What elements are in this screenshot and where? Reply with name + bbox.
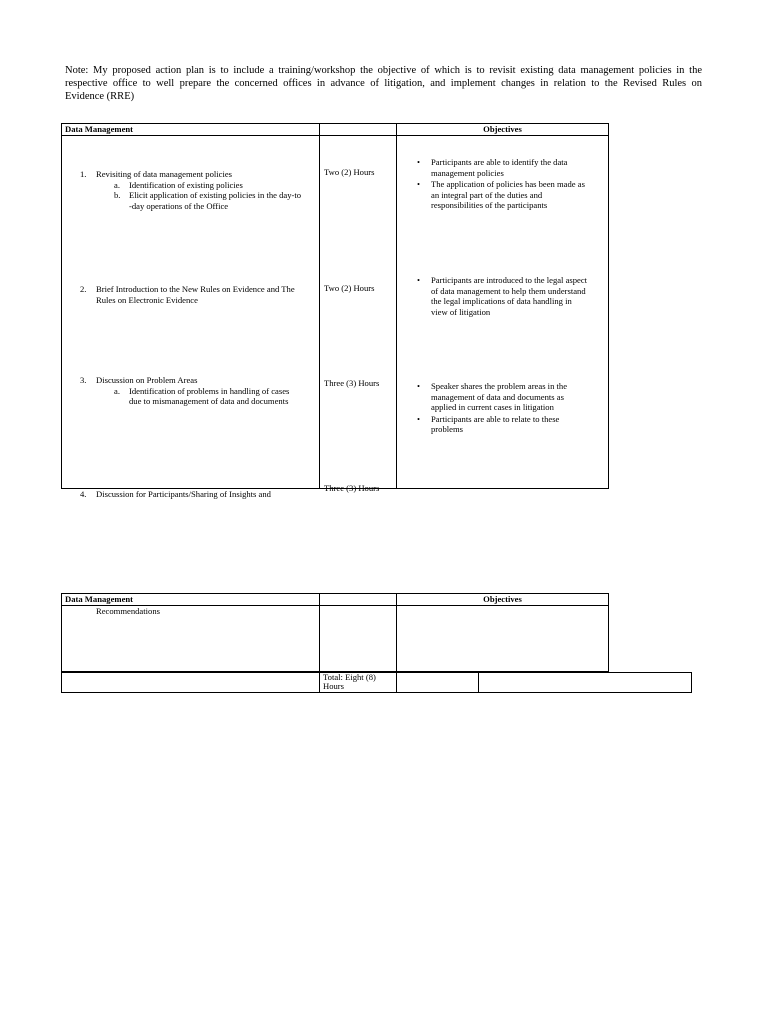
topic-item-4: 4. Discussion for Participants/Sharing of Insights and [80, 489, 271, 499]
total-row [62, 673, 692, 693]
topic-title: Discussion on Problem Areas [96, 375, 198, 385]
subtopic-cont: due to mismanagement of data and documents [129, 396, 289, 406]
topics-cell [62, 136, 320, 499]
topic-title: Brief Introduction to the New Rules on Evidence and The [96, 284, 295, 294]
duration-4: Three (3) Hours [324, 483, 380, 493]
duration-2: Two (2) Hours [324, 283, 375, 293]
total-empty-cell [479, 673, 692, 693]
note-line: Note: My proposed action plan is to include a training/workshop the objective of which is to revisit existing data management policies in the [65, 65, 702, 76]
subtopic: Identification of problems in handling of cases [129, 385, 290, 396]
header-duration [320, 594, 397, 606]
recommendations-cell: Recommendations [62, 606, 320, 672]
subtopic-cont: -day operations of the Office [129, 200, 229, 211]
continuation-table [61, 593, 609, 672]
objectives-cell [397, 136, 609, 489]
subtopic: Elicit application of existing policies in the day-to [129, 190, 302, 200]
header-objectives: Objectives [397, 594, 609, 606]
total-cell: Total: Eight (8) Hours [320, 673, 397, 693]
total-table [61, 672, 692, 693]
header-objectives: Objectives [397, 124, 609, 136]
objectives-cell [397, 606, 609, 672]
table-header-row [62, 594, 609, 606]
header-duration [320, 124, 397, 136]
table-body-row [62, 136, 609, 489]
note-line: Evidence (RRE) [65, 91, 135, 102]
note-paragraph [65, 64, 702, 103]
duration-1: Two (2) Hours [324, 167, 375, 177]
topic-title-cont: Rules on Electronic Evidence [96, 294, 198, 305]
objectives-group-1: • Participants are able to identify the data management policies • The application of policies has been made as an integral part of the duties and responsibilities of the participants [417, 157, 585, 210]
topic-title: Discussion for Participants/Sharing of Insights and [96, 489, 271, 499]
topic-item-3: 3. Discussion on Problem Areas a. Identification of problems in handling of cases due to mismanagement of data and documents [80, 375, 290, 406]
header-data-management: Data Management [62, 124, 320, 136]
duration-cell [320, 136, 397, 493]
topic-item-2: 2. Brief Introduction to the New Rules on Evidence and The Rules on Electronic Evidence [80, 284, 295, 305]
duration-3: Three (3) Hours [324, 378, 380, 388]
subtopic: Identification of existing policies [129, 179, 243, 190]
table-body-row [62, 606, 609, 672]
total-empty-cell [62, 673, 320, 693]
header-data-management: Data Management [62, 594, 320, 606]
table-header-row [62, 124, 609, 136]
topic-item-1: 1. Revisiting of data management policies a. Identification of existing policies b. Elicit application of existing policies in the day-to -day operations of the Office [80, 169, 302, 211]
total-empty-cell [397, 673, 479, 693]
topic-title: Revisiting of data management policies [96, 169, 233, 179]
note-line: respective office to well prepare the concerned offices in advance of litigation, and implement changes in relation to the Revised Rules on [65, 78, 702, 89]
duration-cell [320, 606, 397, 672]
objectives-group-2: • Participants are introduced to the legal aspect of data management to help them understand the legal implications of data handling in view of litigation [417, 275, 588, 317]
action-plan-table [61, 123, 609, 499]
objectives-group-3: • Speaker shares the problem areas in the management of data and documents as applied in current cases in litigation • Participants are able to relate to these problems [417, 381, 568, 434]
